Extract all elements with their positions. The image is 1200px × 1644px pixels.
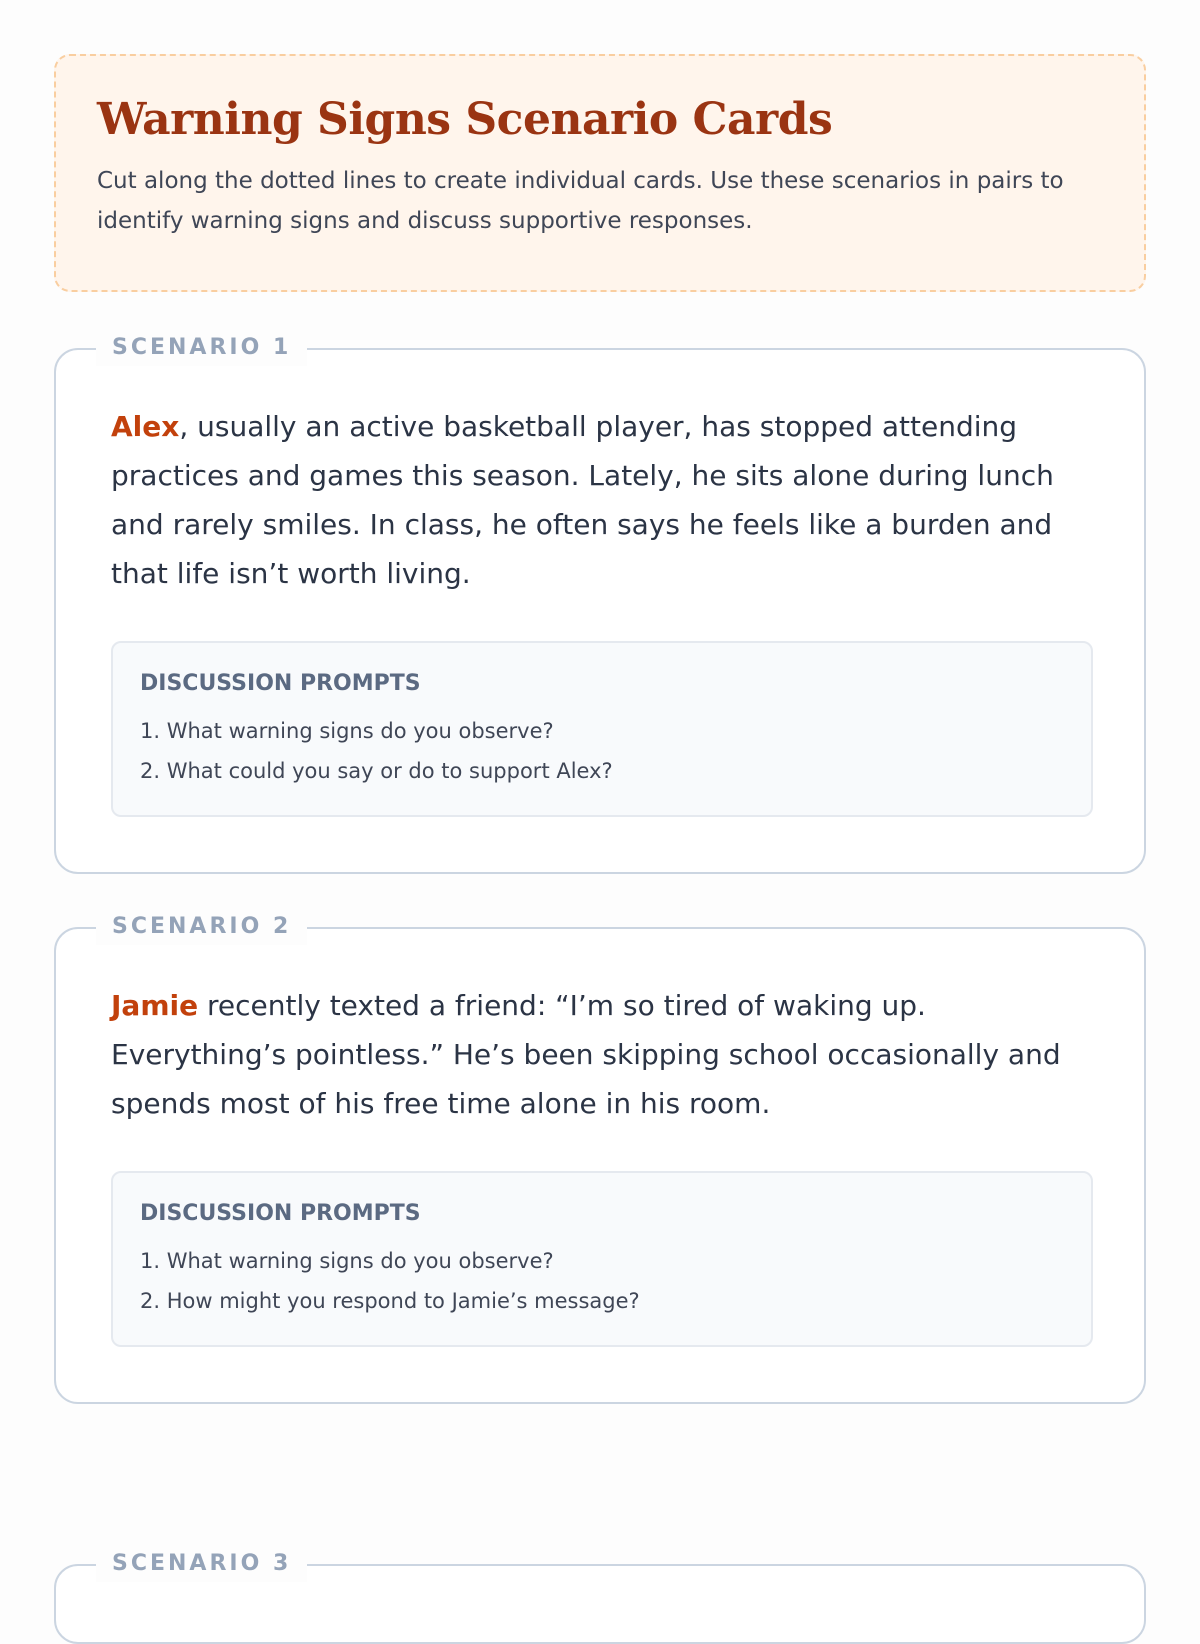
scenario-story <box>111 981 1101 1128</box>
story-text: recently texted a friend: “I’m so tired of waking up. Everything’s pointless.” He’s been skipping school occasionally and spends most of his free time alone in his room. <box>111 989 1061 1120</box>
story-text: , usually an active basketball player, has stopped attending practices and games this season. Lately, he sits alone during lunch and rarely smiles. In class, he often says he feels like a burden and that life isn’t worth living. <box>111 410 1054 590</box>
scenario-card <box>54 335 1146 874</box>
prompt-item: 2. How might you respond to Jamie’s message? <box>140 1289 640 1313</box>
scenario-label: SCENARIO 3 <box>96 1546 307 1582</box>
person-name: Alex <box>111 410 180 443</box>
discussion-prompts-title: DISCUSSION PROMPTS <box>140 671 421 696</box>
prompt-item: 1. What warning signs do you observe? <box>140 719 554 743</box>
scenario-card <box>54 1551 1146 1644</box>
scenario-label: SCENARIO 1 <box>96 330 307 366</box>
discussion-prompts-title: DISCUSSION PROMPTS <box>140 1201 421 1226</box>
discussion-prompts-box <box>111 641 1093 817</box>
discussion-prompts-box <box>111 1171 1093 1347</box>
scenario-card <box>54 914 1146 1404</box>
page-title: Warning Signs Scenario Cards <box>97 94 833 145</box>
scenario-label: SCENARIO 2 <box>96 909 307 945</box>
instructions-header <box>54 54 1146 292</box>
prompt-item: 1. What warning signs do you observe? <box>140 1249 554 1273</box>
prompt-item: 2. What could you say or do to support Alex? <box>140 759 613 783</box>
scenario-story <box>111 402 1101 598</box>
person-name: Jamie <box>111 989 199 1022</box>
instructions-text: Cut along the dotted lines to create individual cards. Use these scenarios in pairs to identify warning signs and discuss supportive responses. <box>97 167 1064 234</box>
